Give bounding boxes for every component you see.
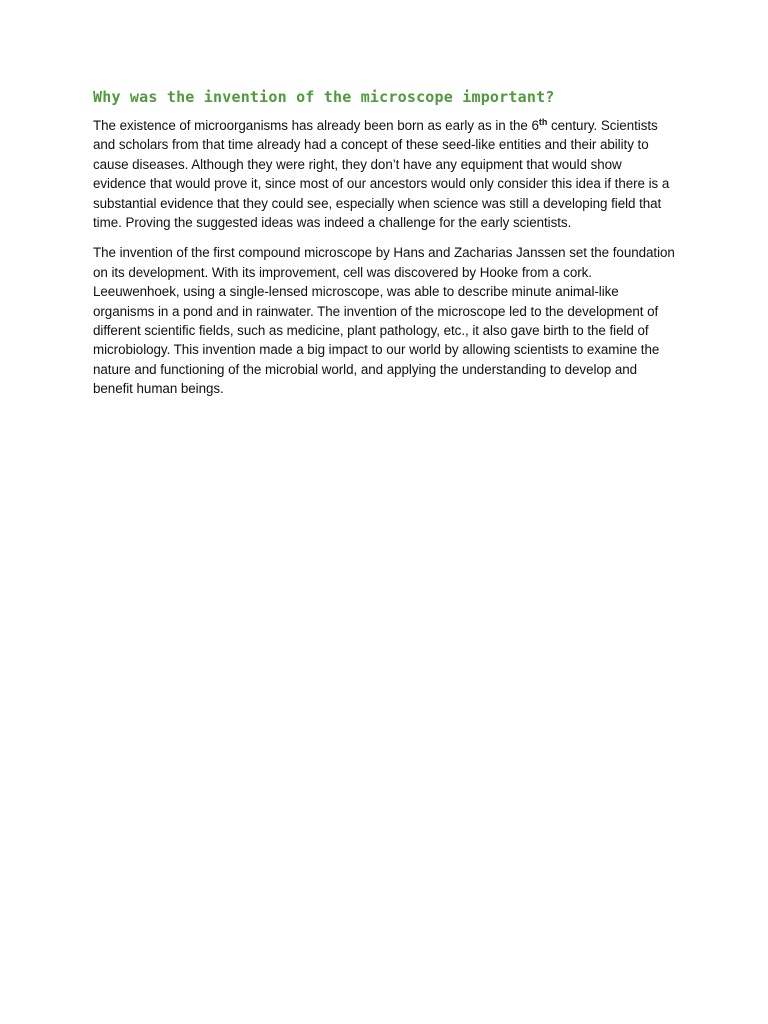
paragraph-1-text-end: century. Scientists and scholars from that time already had a concept of these seed-like entities and their ability to cause diseases. Although they were right, they don’t have any equipment that would show evidence that would prove it, since most of our ancestors would only consider this idea if there is a substantial evidence that they could see, especially when science was still a developing field that time. Proving the suggested ideas was indeed a challenge for the early scientists. [93,118,670,231]
paragraph-2: The invention of the first compound microscope by Hans and Zacharias Janssen set the foundation on its development. With its improvement, cell was discovered by Hooke from a cork. Leeuwenhoek, using a single-lensed microscope, was able to describe minute animal-like organisms in a pond and in rainwater. The invention of the microscope led to the development of different scientific fields, such as medicine, plant pathology, etc., it also gave birth to the field of microbiology. This invention made a big impact to our world by allowing scientists to examine the nature and functioning of the microbial world, and applying the understanding to develop and benefit human beings. [93,245,675,397]
paragraph-1 [93,116,678,232]
paragraph-1-text-start: The existence of microorganisms has already been born as early as in the 6 [93,118,539,133]
document-heading: Why was the invention of the microscope important? [93,88,555,106]
paragraph-1-superscript: th [538,117,548,127]
document-content [93,86,678,410]
